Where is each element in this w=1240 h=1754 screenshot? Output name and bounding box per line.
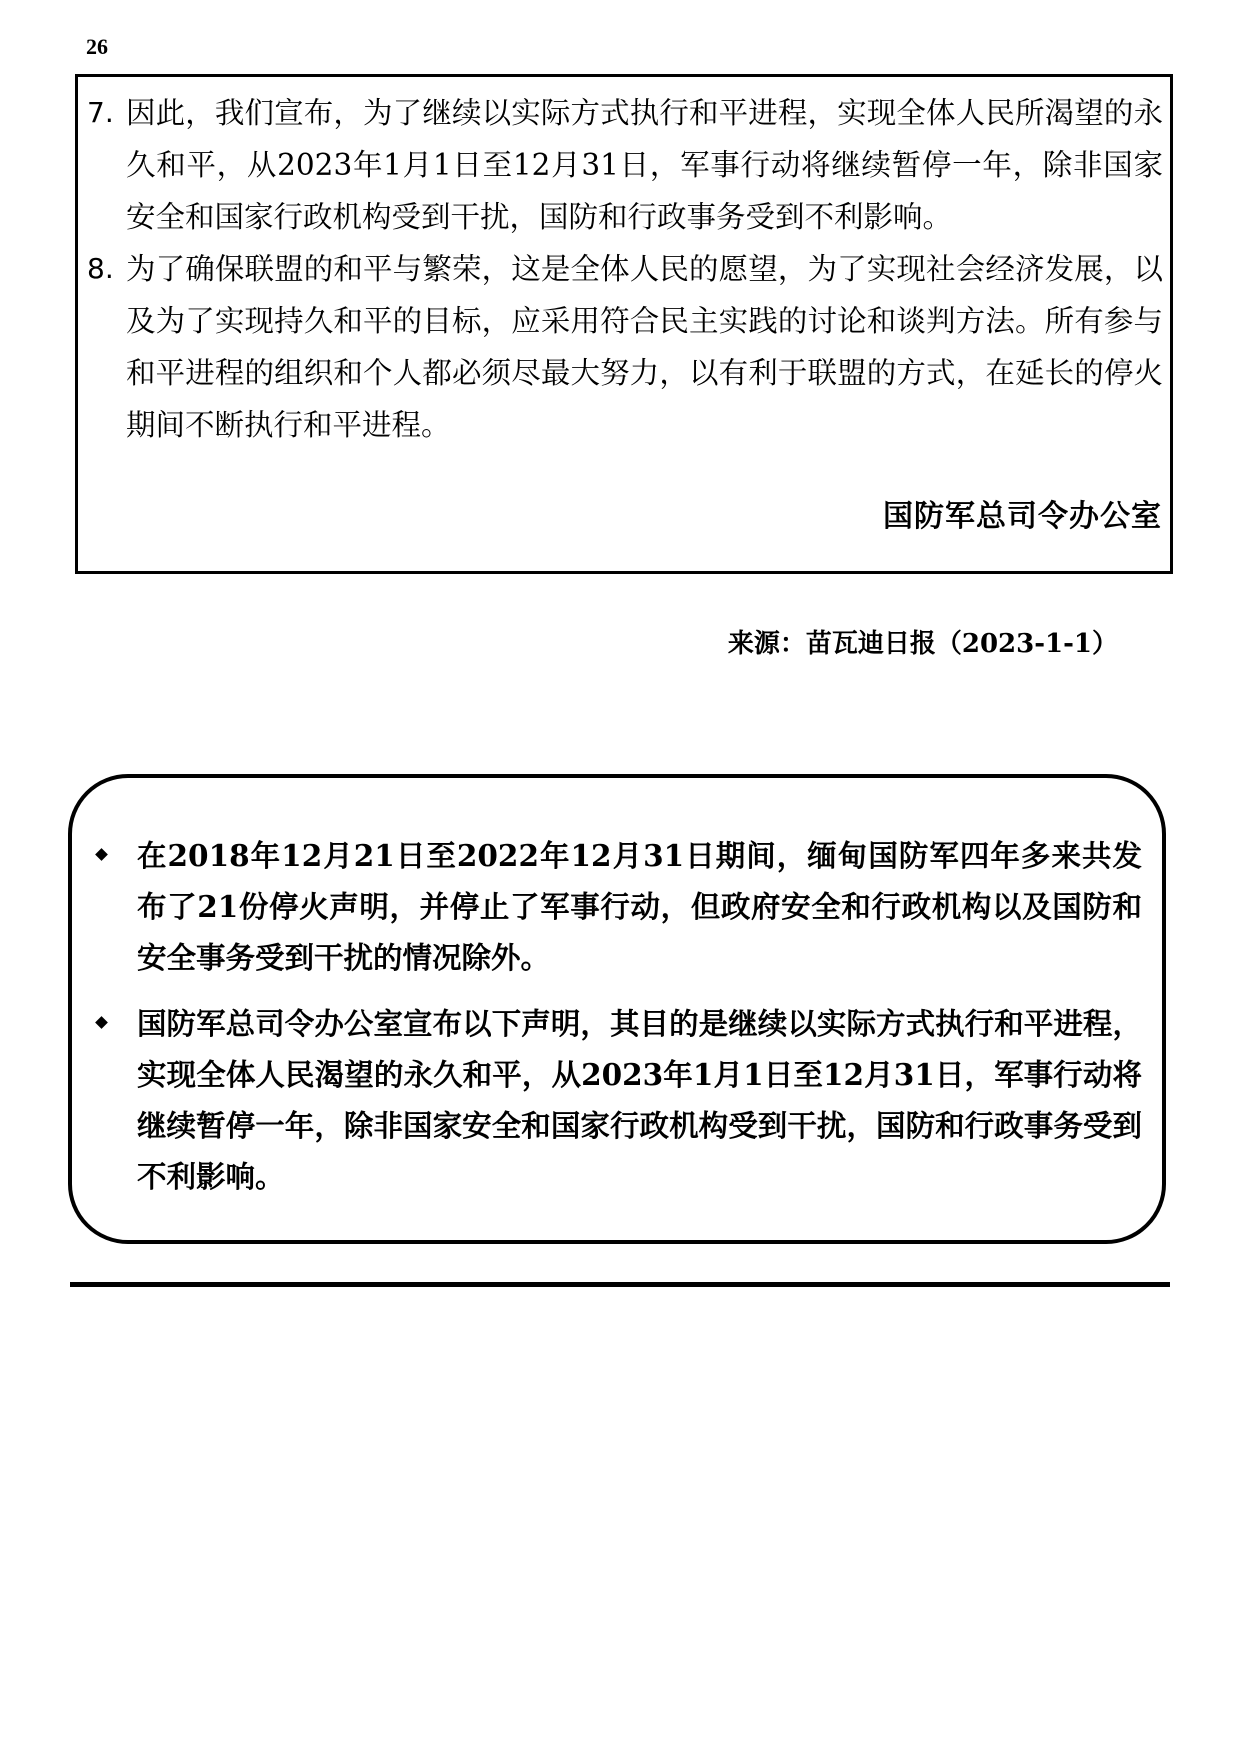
item-number: 7. <box>87 96 114 129</box>
item-text: 为了确保联盟的和平与繁荣，这是全体人民的愿望，为了实现社会经济发展，以及为了实现持久和平的目标，应采用符合民主实践的讨论和谈判方法。所有参与和平进程的组织和个人都必须尽最大努力，以有利于联盟的方式，在延长的停火期间不断执行和平进程。 <box>126 252 1163 442</box>
summary-list <box>97 830 1142 1217</box>
diamond-bullet-icon <box>95 1016 108 1029</box>
summary-text: 在2018年12月21日至2022年12月31日期间，缅甸国防军四年多来共发布了21份停火声明，并停止了军事行动，但政府安全和行政机构以及国防和安全事务受到干扰的情况除外。 <box>137 838 1142 975</box>
bottom-divider <box>70 1282 1170 1287</box>
summary-item <box>97 998 1142 1202</box>
item-text: 因此，我们宣布，为了继续以实际方式执行和平进程，实现全体人民所渴望的永久和平，从2023年1月1日至12月31日，军事行动将继续暂停一年，除非国家安全和国家行政机构受到干扰，国防和行政事务受到不利影响。 <box>126 96 1163 234</box>
source-citation: 来源：苗瓦迪日报（2023-1-1） <box>727 629 1118 659</box>
declaration-box <box>75 74 1173 574</box>
diamond-bullet-icon <box>95 848 108 861</box>
signature: 国防军总司令办公室 <box>883 499 1162 534</box>
summary-text: 国防军总司令办公室宣布以下声明，其目的是继续以实际方式执行和平进程，实现全体人民渴望的永久和平，从2023年1月1日至12月31日，军事行动将继续暂停一年，除非国家安全和国家行政机构受到干扰，国防和行政事务受到不利影响。 <box>137 1006 1142 1194</box>
page-number: 26 <box>86 34 108 59</box>
declaration-list <box>87 87 1163 451</box>
summary-box <box>68 774 1166 1244</box>
summary-item <box>97 830 1142 983</box>
declaration-item-8 <box>87 243 1163 451</box>
item-number: 8. <box>87 252 114 285</box>
declaration-item-7 <box>87 87 1163 243</box>
